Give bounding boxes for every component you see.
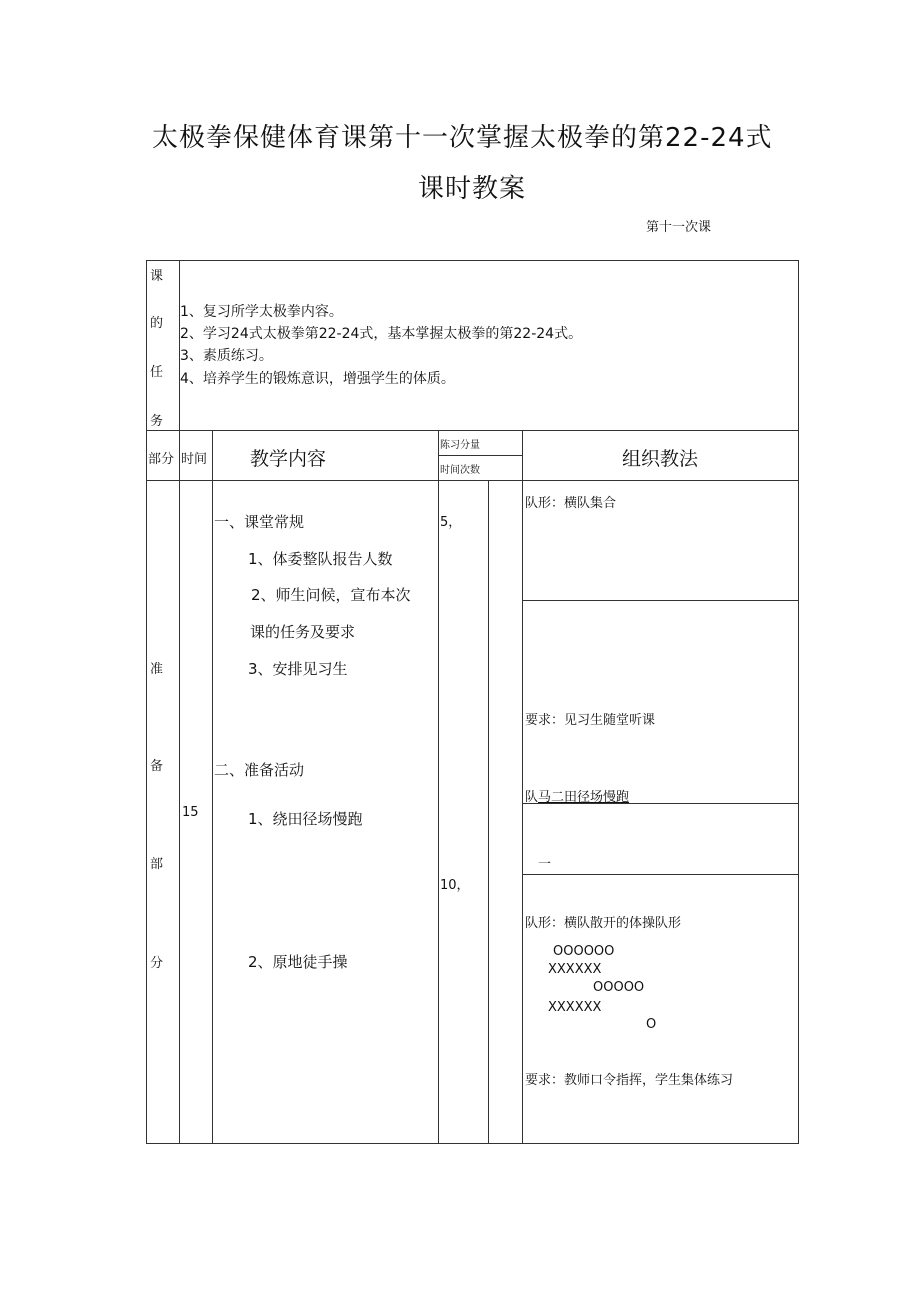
task-item: 1、复习所学太极拳内容。	[180, 304, 343, 320]
method-formation-2: 队形：横队散开的体操队形	[525, 916, 682, 931]
formation-row: OOOOO	[593, 980, 645, 995]
prep-time: 15	[182, 805, 199, 820]
col-divider-amount	[488, 480, 489, 1144]
method-divider	[522, 600, 799, 601]
method-formation-1: 队形：横队集合	[525, 496, 617, 511]
prep-label-char: 分	[150, 956, 164, 971]
formation-row: OOOOOO	[553, 944, 615, 959]
col-divider-method	[522, 430, 523, 1144]
header-time: 时间	[181, 452, 208, 467]
task-item: 2、学习24式太极拳第22-24式，基本掌握太极拳的第22-24式。	[180, 326, 583, 342]
table-border-top	[146, 260, 799, 261]
header-top-border	[146, 430, 799, 431]
routine-amount: 5，	[440, 515, 462, 530]
routine-item: 2、师生问候，宣布本次	[251, 586, 411, 604]
warmup-item: 2、原地徒手操	[248, 953, 348, 971]
header-practice-amount: 陈习分量	[440, 440, 480, 451]
col-divider-time	[212, 430, 213, 1144]
table-border-left	[146, 260, 147, 1144]
warmup-heading: 二、准备活动	[214, 761, 305, 779]
method-dash: 一	[538, 857, 552, 872]
col-divider-part	[179, 430, 180, 1144]
method-divider	[522, 874, 799, 875]
header-split-line	[438, 455, 523, 456]
task-label-char: 的	[150, 316, 164, 331]
lesson-number: 第十一次课	[646, 220, 712, 235]
header-method: 组织教法	[622, 448, 699, 470]
warmup-item: 1、绕田径场慢跑	[248, 810, 363, 828]
document-title-line-1: 太极拳保健体育课第十一次掌握太极拳的第22-24式	[152, 123, 773, 153]
header-content: 教学内容	[250, 448, 327, 470]
routine-item: 1、体委整队报告人数	[248, 550, 393, 568]
task-label-divider	[179, 260, 180, 430]
header-time-count: 时间次数	[440, 465, 480, 476]
table-border-right	[798, 260, 799, 1144]
method-requirement-1: 要求：见习生随堂听课	[525, 713, 656, 728]
table-border-bottom	[146, 1143, 799, 1144]
prep-label-char: 部	[150, 857, 164, 872]
task-item: 3、素质练习。	[180, 348, 273, 364]
prep-label-char: 准	[150, 662, 164, 677]
formation-teacher: O	[646, 1017, 657, 1032]
col-divider-content	[438, 430, 439, 1144]
task-label-char: 任	[150, 365, 164, 380]
method-requirement-2: 要求：教师口令指挥，学生集体练习	[525, 1073, 734, 1088]
routine-heading: 一、课堂常规	[214, 513, 305, 531]
header-bottom-border	[146, 480, 799, 481]
prep-label-char: 备	[150, 759, 164, 774]
routine-item: 课的任务及要求	[250, 623, 356, 641]
method-run-line	[525, 786, 629, 805]
task-label-char: 务	[150, 414, 164, 429]
header-part: 部分	[148, 452, 175, 467]
task-label-char: 课	[150, 269, 164, 284]
method-run-prefix: 队	[525, 790, 539, 805]
task-item: 4、培养学生的锻炼意识，增强学生的体质。	[180, 371, 455, 387]
routine-item: 3、安排见习生	[248, 660, 348, 678]
formation-row: XXXXXX	[548, 1000, 602, 1015]
formation-row: XXXXXX	[548, 962, 602, 977]
warmup-amount: 10，	[440, 878, 470, 893]
method-run-text: 马二田径场慢跑	[538, 790, 630, 805]
document-title-line-2: 课时教案	[418, 174, 527, 204]
